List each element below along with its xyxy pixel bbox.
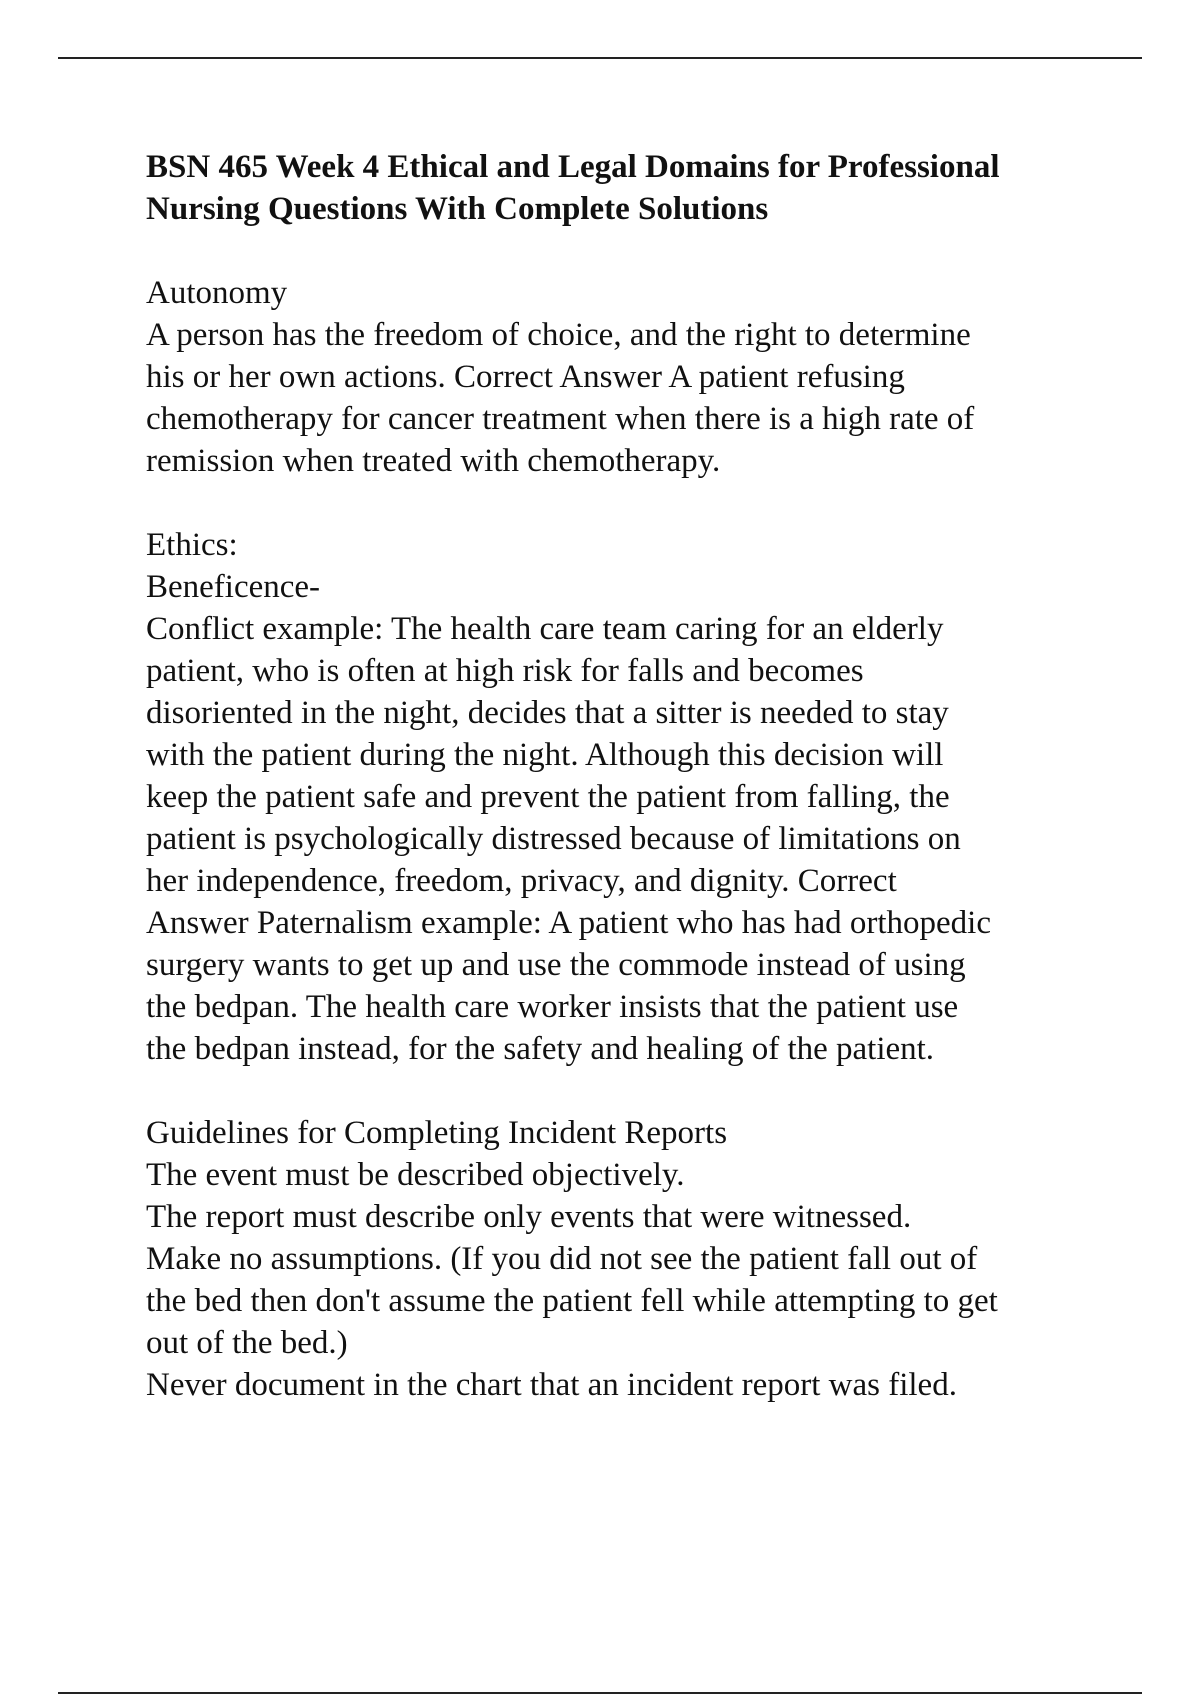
section-heading: Autonomy [146, 275, 288, 311]
section-body: A person has the freedom of choice, and the right to determine his or her own actions. Correct Answer A patient refusing chemotherapy for cancer treatment when there is a high rate of remission when treated with chemotherapy. [146, 317, 975, 479]
document-content [146, 146, 1106, 1406]
section-body: Conflict example: The health care team caring for an elderly patient, who is often at high risk for falls and becomes disoriented in the night, decides that a sitter is needed to stay with the patient during the night. Although this decision will keep the patient safe and prevent the patient from falling, the patient is psychologically distressed because of limitations on her independence, freedom, privacy, and dignity. Correct Answer Paternalism example: A patient who has had orthopedic surgery wants to get up and use the commode instead of using the bedpan. The health care worker insists that the patient use the bedpan instead, for the safety and healing of the patient. [146, 611, 991, 1067]
section-incident-reports [146, 1112, 1106, 1406]
guideline-item: Make no assumptions. (If you did not see the patient fall out of the bed then don't assume the patient fell while attempting to get out of the bed.) [146, 1241, 998, 1361]
guideline-item: Never document in the chart that an incident report was filed. [146, 1367, 957, 1403]
section-ethics [146, 524, 1106, 1070]
section-subheading: Beneficence- [146, 569, 321, 605]
top-divider [58, 57, 1142, 59]
guideline-item: The report must describe only events that were witnessed. [146, 1199, 912, 1235]
bottom-divider [58, 1692, 1142, 1694]
section-autonomy [146, 272, 1106, 482]
guideline-item: The event must be described objectively. [146, 1157, 685, 1193]
document-title: BSN 465 Week 4 Ethical and Legal Domains for Professional Nursing Questions With Complete Solutions [146, 149, 1000, 227]
section-heading: Ethics: [146, 527, 238, 563]
section-heading: Guidelines for Completing Incident Reports [146, 1115, 728, 1151]
